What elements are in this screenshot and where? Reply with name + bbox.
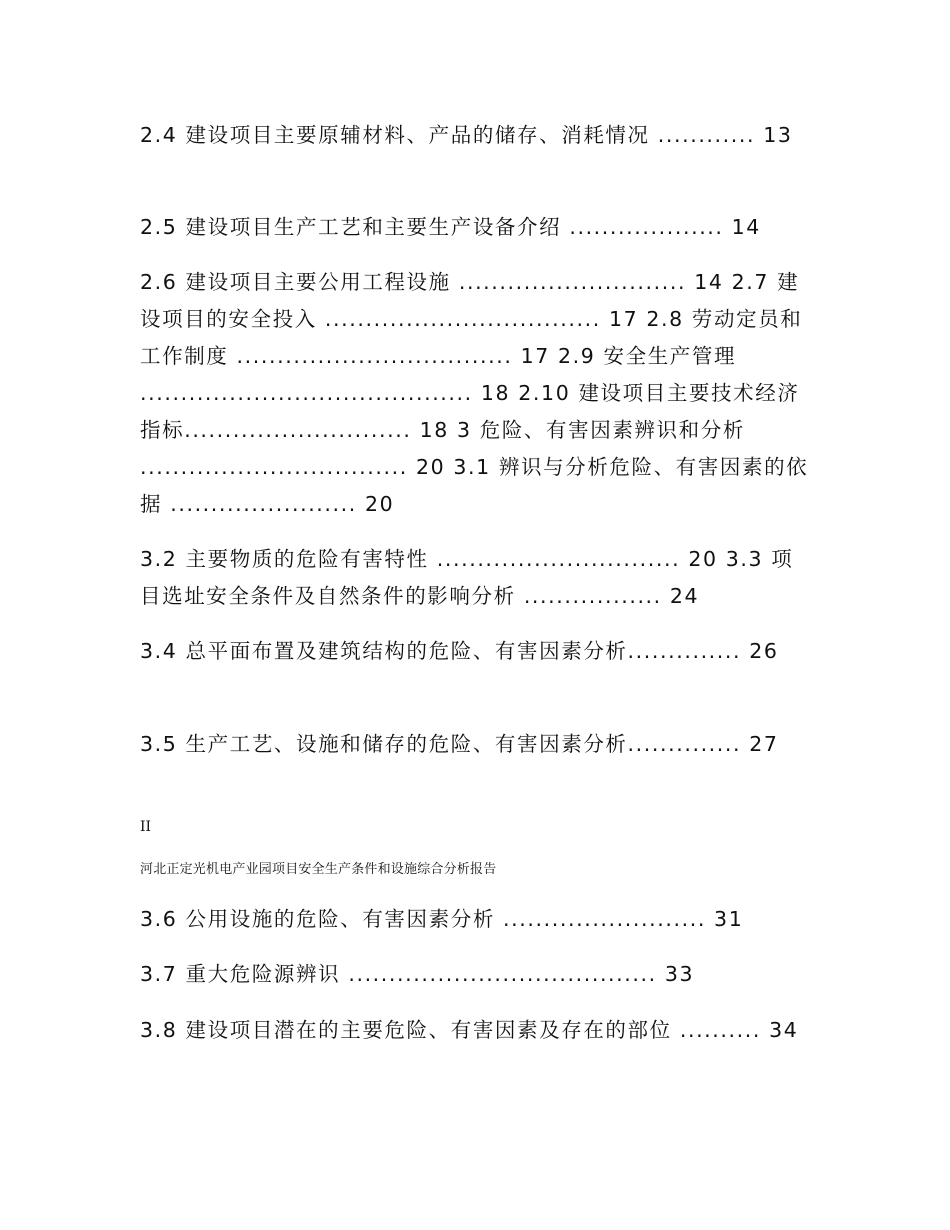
toc-entry-3-2-3-3[interactable]: 3.2 主要物质的危险有害特性 .............................. 20 3.3 项目选址安全条件及自然条件的影响分析 ................. 24: [140, 547, 794, 608]
toc-entry-3-7[interactable]: 3.7 重大危险源辨识 ...................................... 33: [140, 962, 695, 986]
toc-entry-3-5[interactable]: 3.5 生产工艺、设施和储存的危险、有害因素分析.............. 27: [140, 732, 779, 756]
toc-entry-2-6-to-3-1[interactable]: 2.6 建设项目主要公用工程设施 ............................ 14 2.7 建设项目的安全投入 .................................. 17 2.8 劳动定员和工作制度 .................................. 17 2.9 安全生产管理 ......................................... 18 2.10 建设项目主要技术经济指标............................ 18 3 危险、有害因素辨识和分析 ................................. 20 3.1 辨识与分析危险、有害因素的依据 ....................... 20: [140, 270, 809, 516]
running-header: 河北正定光机电产业园项目安全生产条件和设施综合分析报告: [140, 862, 497, 877]
toc-entry-3-6[interactable]: 3.6 公用设施的危险、有害因素分析 ......................... 31: [140, 907, 744, 931]
toc-entry-2-4[interactable]: 2.4 建设项目主要原辅材料、产品的储存、消耗情况 ............ 13: [140, 123, 793, 147]
page-number: II: [140, 819, 152, 835]
toc-entry-3-8[interactable]: 3.8 建设项目潜在的主要危险、有害因素及存在的部位 .......... 34: [140, 1018, 799, 1042]
toc-entry-2-5[interactable]: 2.5 建设项目生产工艺和主要生产设备介绍 ................... 14: [140, 215, 761, 239]
toc-entry-3-4[interactable]: 3.4 总平面布置及建筑结构的危险、有害因素分析.............. 26: [140, 639, 779, 663]
